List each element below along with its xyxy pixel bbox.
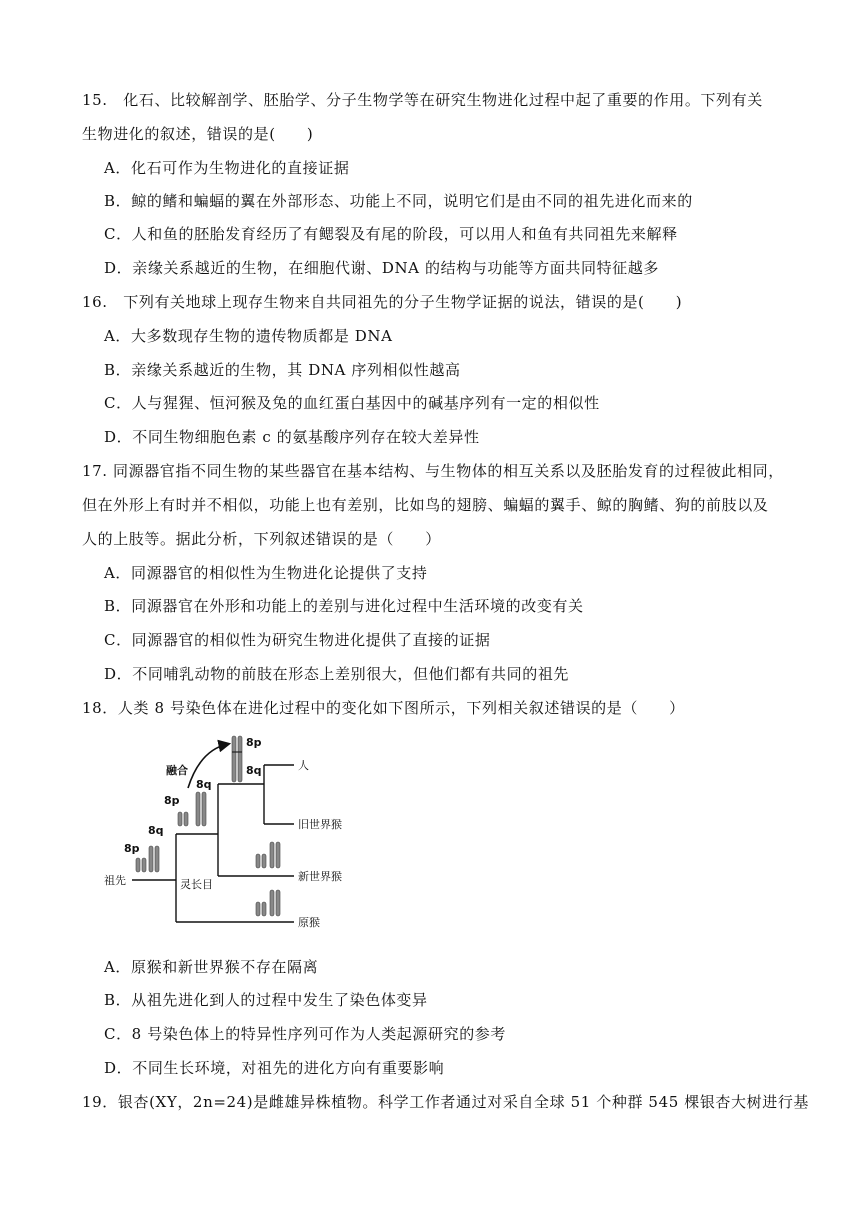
q15-line-2: 生物进化的叙述，错误的是( ) (82, 125, 314, 143)
q17-line-1: 17. 同源器官指不同生物的某些器官在基本结构、与生物体的相互关系以及胚胎发育的过程彼此相同， (82, 462, 784, 480)
q16-option-a: A．大多数现存生物的遗传物质都是 DNA (104, 327, 393, 345)
q18-option-a: A．原猴和新世界猴不存在隔离 (104, 958, 319, 976)
label-primate-8q: 8q (196, 778, 212, 791)
label-human-8q: 8q (246, 764, 262, 777)
q17-option-a: A．同源器官的相似性为生物进化论提供了支持 (104, 564, 428, 582)
label-fusion: 融合 (166, 764, 188, 777)
label-primates: 灵长目 (180, 878, 213, 891)
label-ancestor: 祖先 (104, 874, 126, 887)
prosimian-chromosomes (256, 890, 280, 916)
q17-line-3: 人的上肢等。据此分析，下列叙述错误的是（ ） (82, 530, 441, 548)
label-ancestor-8p: 8p (124, 842, 140, 855)
q16-option-b: B．亲缘关系越近的生物，其 DNA 序列相似性越高 (104, 361, 461, 379)
q15-option-d: D．亲缘关系越近的生物，在细胞代谢、DNA 的结构与功能等方面共同特征越多 (104, 259, 659, 277)
q16-option-c: C．人与猩猩、恒河猴及兔的血红蛋白基因中的碱基序列有一定的相似性 (104, 394, 600, 412)
q17-option-b: B．同源器官在外形和功能上的差别与进化过程中生活环境的改变有关 (104, 597, 584, 615)
label-ancestor-8q: 8q (148, 824, 164, 837)
label-prosimian: 原猴 (298, 916, 320, 929)
label-human-8p: 8p (246, 736, 262, 749)
label-primate-8p: 8p (164, 794, 180, 807)
q16-line-1: 16. 下列有关地球上现存生物来自共同祖先的分子生物学证据的说法，错误的是( ) (82, 293, 683, 311)
q17-line-2: 但在外形上有时并不相似，功能上也有差别，比如鸟的翅膀、蝙蝠的翼手、鲸的胸鳍、狗的前肢以及 (82, 496, 769, 514)
q15-option-c: C．人和鱼的胚胎发育经历了有鳃裂及有尾的阶段，可以用人和鱼有共同祖先来解释 (104, 225, 678, 243)
q19-line-1: 19．银杏(XY，2n=24)是雌雄异株植物。科学工作者通过对采自全球 51 个种群 545 棵银杏大树进行基 (82, 1093, 810, 1111)
q15-option-b: B．鲸的鳍和蝙蝠的翼在外部形态、功能上不同，说明它们是由不同的祖先进化而来的 (104, 192, 693, 210)
q18-option-c: C．8 号染色体上的特异性序列可作为人类起源研究的参考 (104, 1025, 506, 1043)
q18-line-1: 18．人类 8 号染色体在进化过程中的变化如下图所示，下列相关叙述错误的是（ ） (82, 699, 685, 717)
q16-option-d: D．不同生物细胞色素 c 的氨基酸序列存在较大差异性 (104, 428, 480, 446)
label-new-world-monkey: 新世界猴 (298, 870, 342, 883)
primate-chromosomes (178, 792, 206, 826)
q17-option-c: C．同源器官的相似性为研究生物进化提供了直接的证据 (104, 631, 491, 649)
q18-option-d: D．不同生长环境，对祖先的进化方向有重要影响 (104, 1059, 445, 1077)
chromosome-evolution-figure (96, 732, 366, 940)
q17-option-d: D．不同哺乳动物的前肢在形态上差别很大，但他们都有共同的祖先 (104, 665, 570, 683)
label-human: 人 (298, 759, 309, 772)
q15-line-1: 15. 化石、比较解剖学、胚胎学、分子生物学等在研究生物进化过程中起了重要的作用。下列有关 (82, 91, 763, 109)
human-chromosomes (232, 736, 242, 782)
q18-option-b: B．从祖先进化到人的过程中发生了染色体变异 (104, 991, 428, 1009)
label-old-world-monkey: 旧世界猴 (298, 818, 342, 831)
new-world-monkey-chromosomes (256, 842, 280, 868)
q15-option-a: A．化石可作为生物进化的直接证据 (104, 159, 350, 177)
